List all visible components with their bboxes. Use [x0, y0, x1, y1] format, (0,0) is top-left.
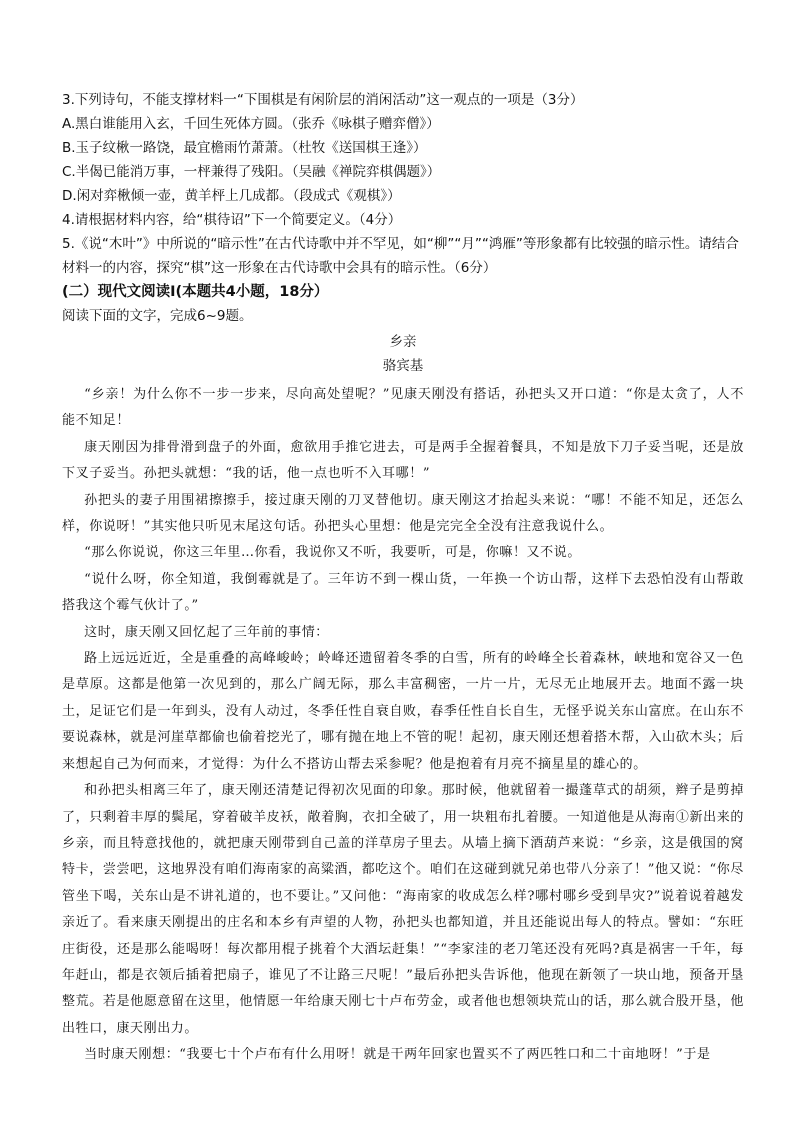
- question-5: 5.《说“木叶”》中所说的“暗示性”在古代诗歌中并不罕见，如“柳”“月”“鸿雁”等形象都有比较强的暗示性。请结合材料一的内容，探究“棋”这一形象在古代诗歌中会具有的暗示性。（6分）: [62, 236, 739, 276]
- story-paragraph: 当时康天刚想：“我要七十个卢布有什么用呀！就是干两年回家也置买不了两匹牲口和二十亩地呀！”于是: [84, 1047, 711, 1063]
- question-3-option-b: B.玉子纹楸一路饶，最宜檐雨竹萧萧。（杜牧《送国棋王逢》）: [62, 140, 427, 156]
- story-paragraph: “说什么呀，你全知道，我倒霉就是了。三年访不到一棵山货，一年换一个访山帮，这样下去恐怕没有山帮敢搭我这个霉气伙计了。”: [62, 571, 744, 614]
- section-heading: (二）现代文阅读Ⅰ(本题共4小题，18分）: [62, 284, 329, 300]
- story-paragraph: “乡亲！为什么你不一步一步来，尽向高处望呢？”见康天刚没有搭话，孙把头又开口道：“你是太贪了，人不能不知足！: [62, 387, 744, 429]
- story-paragraph: 孙把头的妻子用围裙擦擦手，接过康天刚的刀叉替他切。康天刚这才抬起头来说：“哪！不能不知足，还怎么样，你说呀！”其实他只听见末尾这句话。孙把头心里想：他是完完全全没有注意我说什么。: [62, 492, 744, 535]
- story-title: 乡亲: [389, 334, 417, 350]
- story-author: 骆宾基: [382, 358, 424, 374]
- question-3-option-d: D.闲对弈楸倾一壶，黄羊枰上几成都。（段成式《观棋》）: [62, 188, 401, 204]
- question-4: 4.请根据材料内容，给“棋待诏”下一个简要定义。（4分）: [62, 212, 402, 228]
- story-paragraph: 和孙把头相离三年了，康天刚还清楚记得初次见面的印象。那时候，他就留着一撮蓬草式的胡须，辫子是剪掉了，只剩着丰厚的鬓尾，穿着破羊皮袄，敞着胸，衣扣全破了，用一块粗布扎着腰。一知道他是从海南①新出来的乡亲，而且特意找他的，就把康天刚带到自己盖的洋草房子里去。从墙上摘下酒葫芦来说：“乡亲，这是俄国的窝特卡，尝尝吧，这地界没有咱们海南家的高粱酒，都吃这个。咱们在这碰到就兄弟也带八分亲了！”他又说：“你尽管坐下喝，关东山是不讲礼道的，也不要让。”又问他：“海南家的收成怎么样?哪村哪乡受到旱灾?”说着说着越发亲近了。看来康天刚提出的庄名和本乡有声望的人物，孙把头也都知道，并且还能说出每人的特点。譬如：“东旺庄街役，还是那么能喝呀！每次都用棍子挑着个大酒坛赶集！”“李家洼的老刀笔还没有死吗?真是祸害一千年，每年赶山，都是衣领后插着把扇子，谁见了不让路三尺呢！”最后孙把头告诉他，他现在新领了一块山地，预备开垦整荒。若是他愿意留在这里，他情愿一年给康天刚七十卢布劳金，或者他也想领块荒山的话，那么就合股开垦，他出牲口，康天刚出力。: [62, 783, 744, 1036]
- question-3-stem: 3.下列诗句，不能支撑材料一“下围棋是有闲阶层的消闲活动”这一观点的一项是（3分）: [62, 92, 584, 108]
- question-3-option-a: A.黑白谁能用入玄，千回生死体方圆。（张乔《咏棋子赠弈僧》）: [62, 116, 440, 132]
- story-paragraph: 康天刚因为排骨滑到盘子的外面，愈欲用手推它进去，可是两手全握着餐具，不知是放下刀子妥当呢，还是放下叉子妥当。孙把头就想：“我的话，他一点也听不入耳哪！”: [62, 439, 744, 482]
- story-body: [62, 382, 744, 1069]
- question-3-option-c: C.半偈已能消万事，一枰兼得了残阳。（吴融《禅院弈棋偶题》）: [62, 164, 441, 180]
- section-instruction: 阅读下面的文字，完成6~9题。: [62, 308, 253, 324]
- story-paragraph: 路上远远近近，全是重叠的高峰峻岭；岭峰还遗留着冬季的白雪，所有的岭峰全长着森林，峡地和宽谷又一色是草原。这都是他第一次见到的，那么广阔无际，那么丰富稠密，一片一片，无尽无止地展开去。地面不露一块土，足证它们是一年到头，没有人动过，冬季任性自衰自败，春季任性自长自生，无怪乎说关东山富庶。在山东不要说森林，就是河崖草都偷也偷着挖光了，哪有抛在地上不管的呢！起初，康天刚还想着搭木帮，入山砍木头；后来想起自己为何而来，才觉得：为什么不搭访山帮去采参呢？他是抱着有月亮不摘星星的雄心的。: [62, 651, 744, 772]
- story-paragraph: “那么你说说，你这三年里…你看，我说你又不听，我要听，可是，你嘛！又不说。: [84, 545, 581, 561]
- story-paragraph: 这时，康天刚又回忆起了三年前的事情：: [84, 624, 329, 640]
- exam-page: [62, 88, 744, 1069]
